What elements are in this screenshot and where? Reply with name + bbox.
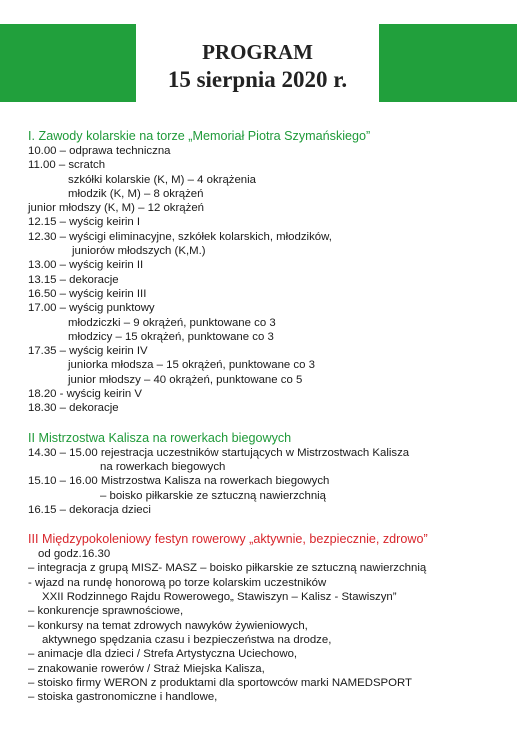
program-line: – stoisko firmy WERON z produktami dla sportowców marki NAMEDSPORT bbox=[28, 676, 412, 689]
program-line: – znakowanie rowerów / Straż Miejska Kalisza, bbox=[28, 662, 265, 675]
program-line: młodzicy – 15 okrążeń, punktowane co 3 bbox=[68, 330, 274, 343]
title-program: PROGRAM bbox=[202, 40, 313, 64]
program-line: – konkurencje sprawnościowe, bbox=[28, 605, 184, 618]
program-line: młodzik (K, M) – 8 okrążeń bbox=[68, 187, 204, 200]
section-2-heading: II Mistrzostwa Kalisza na rowerkach biegowych bbox=[28, 430, 292, 445]
program-line: aktywnego spędzania czasu i bezpieczeństwa na drodze, bbox=[42, 633, 332, 646]
program-line: 13.15 – dekoracje bbox=[28, 273, 119, 286]
program-line: 12.15 – wyścig keirin I bbox=[28, 216, 141, 229]
program-line: - wjazd na rundę honorową po torze kolarskim uczestników bbox=[28, 576, 327, 589]
section-3-heading: III Międzypokoleniowy festyn rowerowy „aktywnie, bezpiecznie, zdrowo” bbox=[28, 532, 428, 547]
program-line: 17.35 – wyścig keirin IV bbox=[28, 345, 148, 358]
program-line: – boisko piłkarskie ze sztuczną nawierzchnią bbox=[100, 489, 327, 502]
green-banner-right bbox=[379, 24, 517, 102]
program-line: 14.30 – 15.00 rejestracja uczestników startujących w Mistrzostwach Kalisza bbox=[28, 446, 410, 459]
program-line: – stoiska gastronomiczne i handlowe, bbox=[28, 691, 218, 704]
program-line: XXII Rodzinnego Rajdu Rowerowego„ Stawiszyn – Kalisz - Stawiszyn” bbox=[42, 591, 397, 604]
program-line: junior młodszy – 40 okrążeń, punktowane co 5 bbox=[68, 373, 303, 386]
section-3-list bbox=[28, 547, 507, 704]
program-line: – konkursy na temat zdrowych nawyków żywieniowych, bbox=[28, 619, 308, 632]
program-content bbox=[28, 128, 507, 704]
program-line: 10.00 – odprawa techniczna bbox=[28, 145, 171, 157]
program-line: na rowerkach biegowych bbox=[100, 460, 226, 473]
program-line: – animacje dla dzieci / Strefa Artystyczna Uciechowo, bbox=[28, 648, 298, 661]
program-line: szkółki kolarskie (K, M) – 4 okrążenia bbox=[68, 173, 257, 186]
section-2-list bbox=[28, 446, 507, 517]
program-line: 17.00 – wyścig punktowy bbox=[28, 302, 155, 315]
green-banner-left bbox=[0, 24, 136, 102]
program-line: 18.30 – dekoracje bbox=[28, 402, 119, 415]
program-line: junior młodszy (K, M) – 12 okrążeń bbox=[28, 202, 204, 215]
program-line: 13.00 – wyścig keirin II bbox=[28, 259, 144, 272]
title-date: 15 sierpnia 2020 r. bbox=[167, 67, 348, 92]
program-line: 11.00 – scratch bbox=[28, 159, 106, 172]
program-line: 15.10 – 16.00 Mistrzostwa Kalisza na rowerkach biegowych bbox=[28, 475, 330, 488]
program-line: juniorów młodszych (K,M.) bbox=[72, 245, 206, 258]
program-title bbox=[136, 40, 379, 94]
program-line: 16.50 – wyścig keirin III bbox=[28, 287, 147, 300]
program-line: młodziczki – 9 okrążeń, punktowane co 3 bbox=[68, 316, 276, 329]
program-line: 18.20 - wyścig keirin V bbox=[28, 388, 142, 401]
program-line: 12.30 – wyścigi eliminacyjne, szkółek kolarskich, młodzików, bbox=[28, 230, 332, 243]
program-line: 16.15 – dekoracja dzieci bbox=[28, 503, 151, 516]
section-1-heading: I. Zawody kolarskie na torze „Memoriał Piotra Szymańskiego” bbox=[28, 129, 371, 143]
program-line: od godz.16.30 bbox=[38, 548, 111, 561]
program-line: juniorka młodsza – 15 okrążeń, punktowane co 3 bbox=[68, 359, 315, 372]
section-1-list bbox=[28, 144, 507, 416]
program-line: – integracja z grupą MISZ- MASZ – boisko piłkarskie ze sztuczną nawierzchnią bbox=[28, 562, 427, 575]
